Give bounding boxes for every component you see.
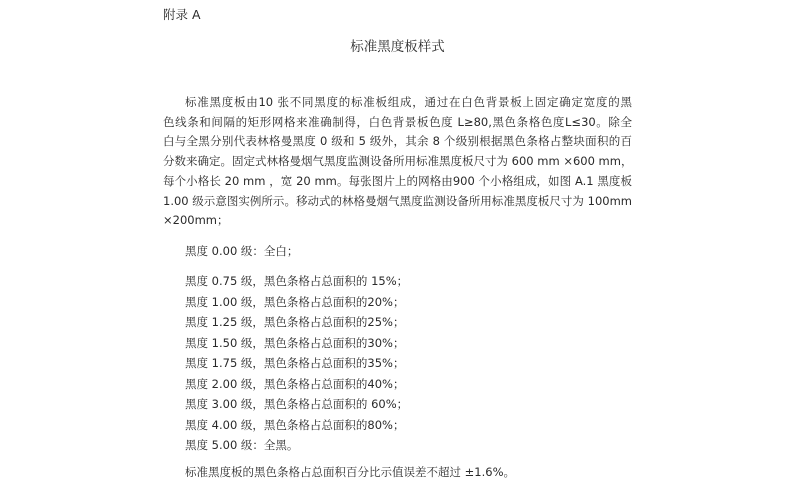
intro-line: ×200mm；	[163, 213, 229, 228]
grade-item: 黑度 0.75 级，黑色条格占总面积的 15%；	[185, 274, 409, 288]
grade-list	[163, 241, 632, 456]
grade-item: 黑度 1.00 级，黑色条格占总面积的20%；	[185, 294, 405, 309]
intro-line: 色线条和间隔的矩形网格来准确制得，白色背景板色度 L≥80,黑色条格色度L≤30。除全	[163, 114, 632, 129]
tolerance-note: 标准黑度板的黑色条格占总面积百分比示值误差不超过 ±1.6%。	[185, 465, 516, 479]
grade-item: 黑度 0.00 级：全白；	[185, 244, 299, 258]
grade-item: 黑度 4.00 级，黑色条格占总面积的80%；	[185, 417, 405, 432]
intro-line: 1.00 级示意图实例所示。移动式的林格曼烟气黑度监测设备所用标准黑度板尺寸为 100mm	[163, 193, 632, 208]
grade-item: 黑度 5.00 级：全黑。	[185, 438, 299, 452]
grade-item: 黑度 1.50 级，黑色条格占总面积的30%；	[185, 335, 405, 350]
intro-paragraph	[163, 93, 632, 231]
grade-item: 黑度 1.25 级，黑色条格占总面积的25%；	[185, 315, 405, 329]
section-title: 标准黑度板样式	[350, 39, 445, 55]
intro-line: 白与全黑分别代表林格曼黑度 0 级和 5 级外，其余 8 个级别根据黑色条格占整块面积的百	[163, 134, 632, 149]
intro-line: 分数来确定。固定式林格曼烟气黑度监测设备所用标准黑度板尺寸为 600 mm ×600 mm，	[163, 154, 633, 169]
intro-line: 每个小格长 20 mm ，宽 20 mm。每张图片上的网格由900 个小格组成，如图 A.1 黑度板	[163, 173, 632, 188]
appendix-label: 附录 A	[163, 7, 201, 22]
intro-line: 标准黑度板由10 张不同黑度的标准板组成，通过在白色背景板上固定确定宽度的黑	[185, 95, 632, 109]
grade-item: 黑度 3.00 级，黑色条格占总面积的 60%；	[185, 397, 409, 411]
grade-item: 黑度 1.75 级，黑色条格占总面积的35%；	[185, 356, 405, 370]
grade-item: 黑度 2.00 级，黑色条格占总面积的40%；	[185, 376, 405, 391]
